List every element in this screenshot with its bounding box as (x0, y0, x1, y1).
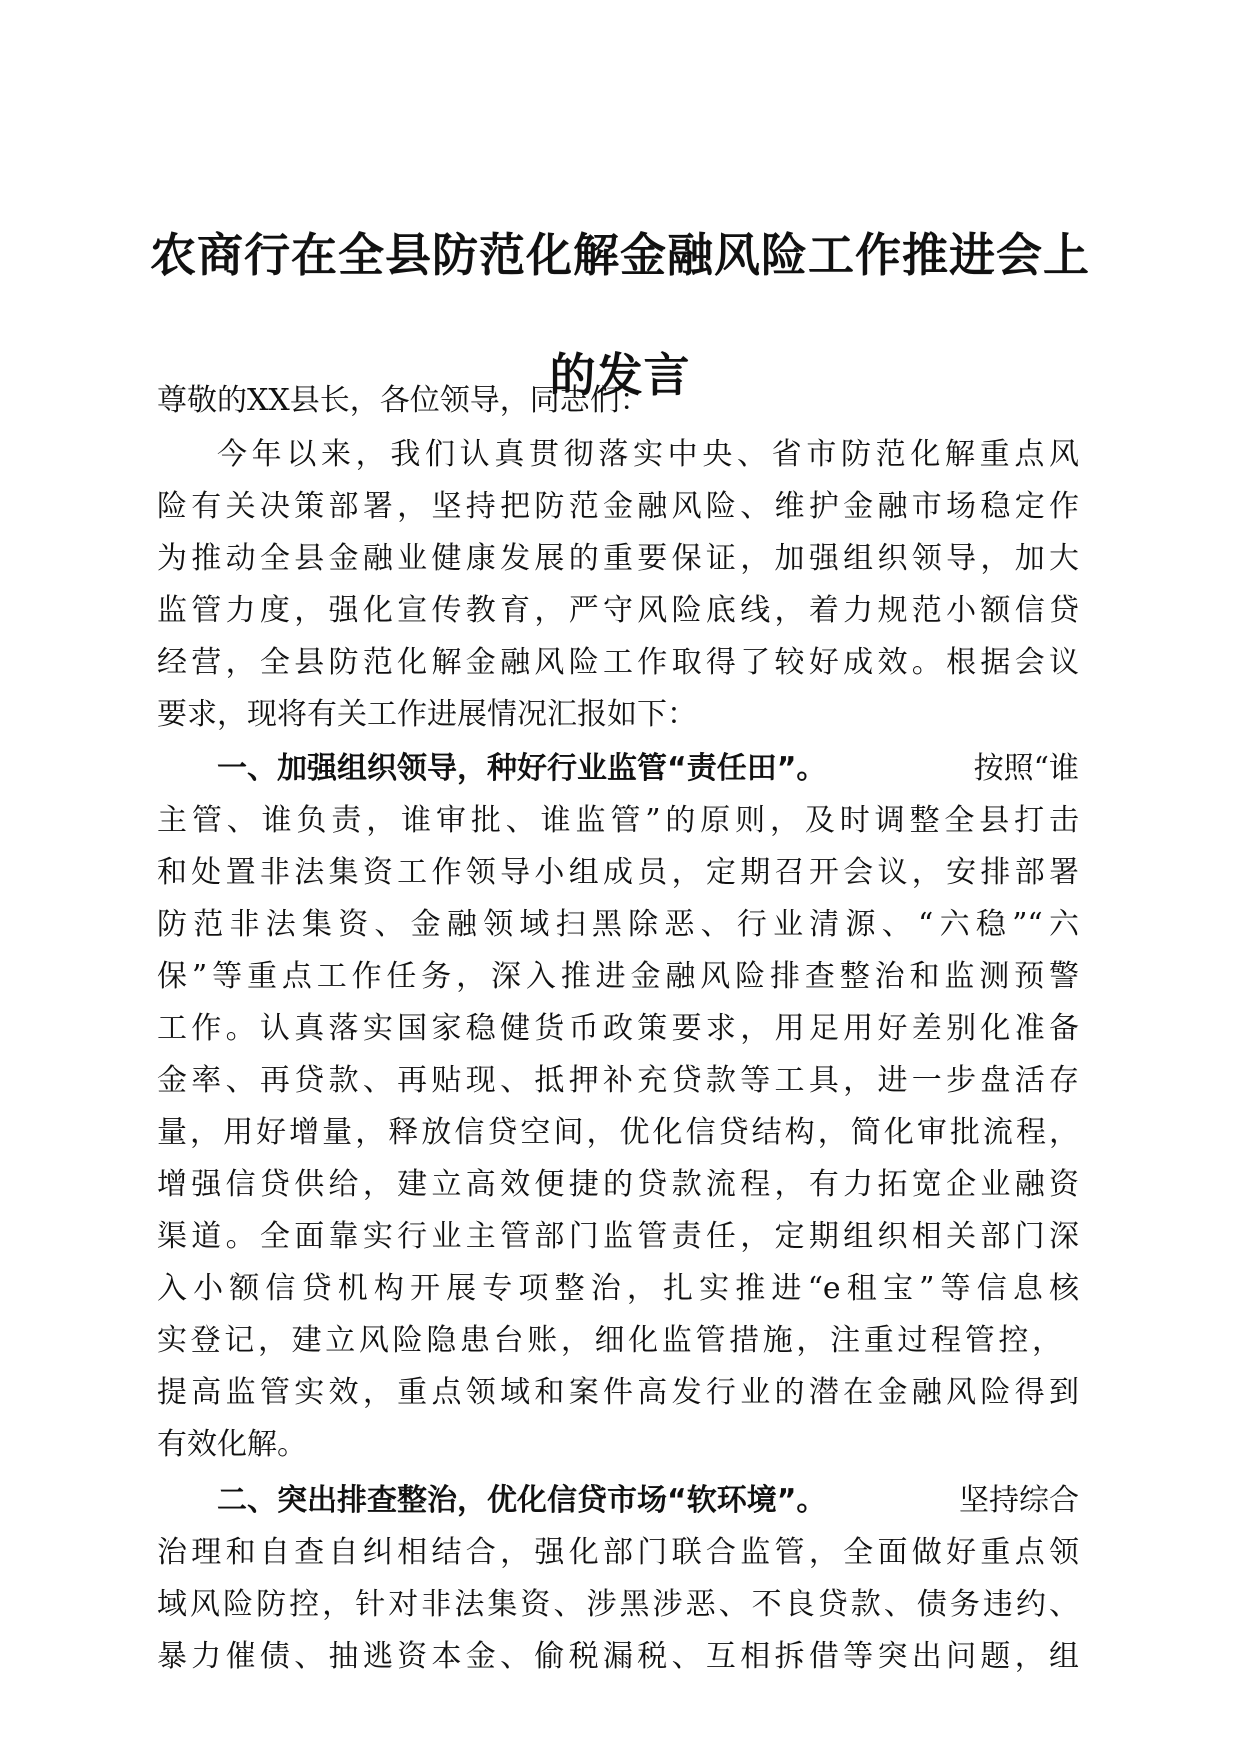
paragraph-1-line: 监管力度，强化宣传教育，严守风险底线，着力规范小额信贷 (157, 593, 1079, 628)
paragraph-1-line: 经营，全县防范化解金融风险工作取得了较好成效。根据会议 (157, 645, 1079, 680)
section-1-line: 金率、再贷款、再贴现、抵押补充贷款等工具，进一步盘活存 (157, 1063, 1079, 1098)
section-1-first-line-text: 按照“谁 (973, 751, 1079, 786)
section-2-first-line-text: 坚持综合 (959, 1483, 1079, 1518)
document-title-line-1: 农商行在全县防范化解金融风险工作推进会上 (150, 228, 1090, 282)
paragraph-1-line: 要求，现将有关工作进展情况汇报如下： (157, 697, 697, 732)
section-2-line: 暴力催债、抽逃资本金、偷税漏税、互相拆借等突出问题，组 (157, 1639, 1079, 1674)
section-1-line: 和处置非法集资工作领导小组成员，定期召开会议，安排部署 (157, 855, 1079, 890)
section-1-heading: 一、加强组织领导，种好行业监管“责任田”。 (217, 751, 827, 786)
section-1-line: 保”等重点工作任务，深入推进金融风险排查整治和监测预警 (157, 959, 1079, 994)
section-2-first-line (217, 1476, 1079, 1526)
section-1-line: 主管、谁负责，谁审批、谁监管”的原则，及时调整全县打击 (157, 803, 1079, 838)
section-1-line: 增强信贷供给，建立高效便捷的贷款流程，有力拓宽企业融资 (157, 1167, 1079, 1202)
paragraph-1-line: 为推动全县金融业健康发展的重要保证，加强组织领导，加大 (157, 541, 1079, 576)
section-1-line: 实登记，建立风险隐患台账，细化监管措施，注重过程管控， (157, 1323, 1062, 1358)
section-2-heading: 二、突出排查整治，优化信贷市场“软环境”。 (217, 1483, 827, 1518)
section-2-line: 治理和自查自纠相结合，强化部门联合监管，全面做好重点领 (157, 1535, 1079, 1570)
section-1-line: 有效化解。 (157, 1427, 307, 1462)
section-1-line: 工作。认真落实国家稳健货币政策要求，用足用好差别化准备 (157, 1011, 1079, 1046)
document-title-line-2: 的发言 (549, 348, 691, 402)
salutation: 尊敬的XX县长，各位领导，同志们： (157, 383, 650, 418)
section-1-line: 量，用好增量，释放信贷空间，优化信贷结构，简化审批流程， (157, 1115, 1079, 1150)
section-1-line: 入小额信贷机构开展专项整治，扎实推进“e租宝”等信息核 (157, 1271, 1079, 1306)
paragraph-1-line: 险有关决策部署，坚持把防范金融风险、维护金融市场稳定作 (157, 489, 1079, 524)
section-1-first-line (217, 744, 1079, 794)
paragraph-1-line: 今年以来，我们认真贯彻落实中央、省市防范化解重点风 (217, 437, 1079, 472)
section-1-line: 防范非法集资、金融领域扫黑除恶、行业清源、“六稳”“六 (157, 907, 1079, 942)
section-1-line: 提高监管实效，重点领域和案件高发行业的潜在金融风险得到 (157, 1375, 1079, 1410)
section-2-line: 域风险防控，针对非法集资、涉黑涉恶、不良贷款、债务违约、 (157, 1587, 1079, 1622)
section-1-line: 渠道。全面靠实行业主管部门监管责任，定期组织相关部门深 (157, 1219, 1079, 1254)
